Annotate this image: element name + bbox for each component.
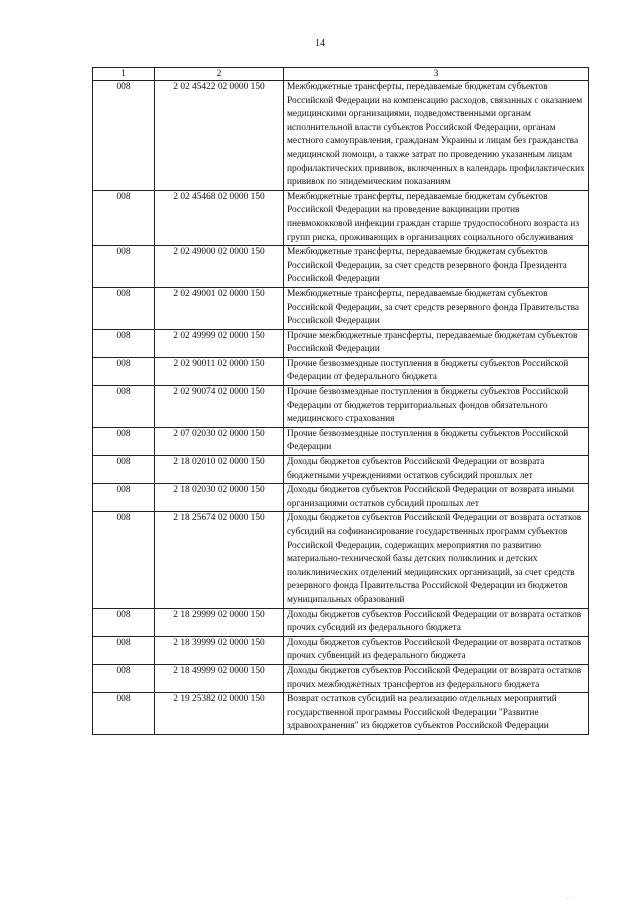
table-row bbox=[93, 636, 589, 664]
admin-code-cell: 008 bbox=[93, 427, 155, 455]
table-row bbox=[93, 512, 589, 608]
budget-code-cell: 2 19 25382 02 0000 150 bbox=[155, 693, 284, 735]
budget-code-cell: 2 18 49999 02 0000 150 bbox=[155, 664, 284, 692]
income-name-cell: Доходы бюджетов субъектов Российской Федерации от возврата иными организациями остатков субсидий прошлых лет bbox=[284, 484, 589, 512]
page-number: 14 bbox=[315, 38, 325, 49]
budget-code-cell: 2 02 49999 02 0000 150 bbox=[155, 329, 284, 357]
budget-code-cell: 2 18 29999 02 0000 150 bbox=[155, 608, 284, 636]
table-row bbox=[93, 427, 589, 455]
table-row bbox=[93, 664, 589, 692]
table-row bbox=[93, 357, 589, 385]
table-row bbox=[93, 484, 589, 512]
table-body bbox=[93, 81, 589, 735]
column-header-code: 2 bbox=[155, 68, 284, 81]
scan-mark: · · bbox=[566, 896, 572, 902]
budget-code-cell: 2 02 45422 02 0000 150 bbox=[155, 81, 284, 191]
admin-code-cell: 008 bbox=[93, 693, 155, 735]
budget-code-cell: 2 07 02030 02 0000 150 bbox=[155, 427, 284, 455]
admin-code-cell: 008 bbox=[93, 664, 155, 692]
budget-code-cell: 2 18 02010 02 0000 150 bbox=[155, 456, 284, 484]
column-header-name: 3 bbox=[284, 68, 589, 81]
income-name-cell: Прочие межбюджетные трансферты, передаваемые бюджетам субъектов Российской Федерации bbox=[284, 329, 589, 357]
income-name-cell: Межбюджетные трансферты, передаваемые бюджетам субъектов Российской Федерации на компенсацию расходов, связанных с оказанием медицинскими организациями, подведомственными органам исполнительной власти субъектов Российской Федерации, органам местного самоуправления, гражданам Украины и лицам без гражданства медицинской помощи, а также затрат по проведению указанным лицам профилактических прививок, включенных в календарь профилактических прививок по эпидемическим показаниям bbox=[284, 81, 589, 191]
table-row bbox=[93, 190, 589, 245]
table-header-row bbox=[93, 68, 589, 81]
table-row bbox=[93, 81, 589, 191]
budget-code-cell: 2 02 90074 02 0000 150 bbox=[155, 386, 284, 428]
admin-code-cell: 008 bbox=[93, 329, 155, 357]
admin-code-cell: 008 bbox=[93, 484, 155, 512]
admin-code-cell: 008 bbox=[93, 287, 155, 329]
admin-code-cell: 008 bbox=[93, 608, 155, 636]
budget-code-cell: 2 02 49000 02 0000 150 bbox=[155, 246, 284, 288]
table-row bbox=[93, 246, 589, 288]
table-row bbox=[93, 287, 589, 329]
income-name-cell: Возврат остатков субсидий на реализацию отдельных мероприятий государственной программы Российской Федерации "Развитие здравоохранения" из бюджетов субъектов Российской Федерации bbox=[284, 693, 589, 735]
budget-code-cell: 2 18 39999 02 0000 150 bbox=[155, 636, 284, 664]
budget-code-cell: 2 02 49001 02 0000 150 bbox=[155, 287, 284, 329]
admin-code-cell: 008 bbox=[93, 386, 155, 428]
table-row bbox=[93, 693, 589, 735]
income-name-cell: Доходы бюджетов субъектов Российской Федерации от возврата остатков прочих субсидий из федерального бюджета bbox=[284, 608, 589, 636]
income-name-cell: Доходы бюджетов субъектов Российской Федерации от возврата остатков прочих межбюджетных трансфертов из федерального бюджета bbox=[284, 664, 589, 692]
admin-code-cell: 008 bbox=[93, 636, 155, 664]
budget-classification-table bbox=[92, 67, 589, 735]
income-name-cell: Доходы бюджетов субъектов Российской Федерации от возврата остатков прочих субвенций из федерального бюджета bbox=[284, 636, 589, 664]
budget-code-cell: 2 02 45468 02 0000 150 bbox=[155, 190, 284, 245]
admin-code-cell: 008 bbox=[93, 190, 155, 245]
income-name-cell: Межбюджетные трансферты, передаваемые бюджетам субъектов Российской Федерации на проведение вакцинации против пневмококковой инфекции граждан старше трудоспособного возраста из групп риска, проживающих в организациях социального обслуживания bbox=[284, 190, 589, 245]
budget-code-cell: 2 02 90011 02 0000 150 bbox=[155, 357, 284, 385]
table-row bbox=[93, 456, 589, 484]
income-name-cell: Прочие безвозмездные поступления в бюджеты субъектов Российской Федерации bbox=[284, 427, 589, 455]
income-name-cell: Доходы бюджетов субъектов Российской Федерации от возврата бюджетными учреждениями остатков субсидий прошлых лет bbox=[284, 456, 589, 484]
income-name-cell: Прочие безвозмездные поступления в бюджеты субъектов Российской Федерации от федерального бюджета bbox=[284, 357, 589, 385]
income-name-cell: Межбюджетные трансферты, передаваемые бюджетам субъектов Российской Федерации, за счет средств резервного фонда Правительства Российской Федерации bbox=[284, 287, 589, 329]
income-name-cell: Прочие безвозмездные поступления в бюджеты субъектов Российской Федерации от бюджетов территориальных фондов обязательного медицинского страхования bbox=[284, 386, 589, 428]
admin-code-cell: 008 bbox=[93, 246, 155, 288]
table-row bbox=[93, 386, 589, 428]
admin-code-cell: 008 bbox=[93, 357, 155, 385]
admin-code-cell: 008 bbox=[93, 512, 155, 608]
column-header-admin: 1 bbox=[93, 68, 155, 81]
income-name-cell: Доходы бюджетов субъектов Российской Федерации от возврата остатков субсидий на софинансирование государственных программ субъектов Российской Федерации, содержащих мероприятия по развитию материально-технической базы детских поликлиник и детских поликлинических отделений медицинских организаций, за счет средств резервного фонда Правительства Российской Федерации из бюджетов муниципальных образований bbox=[284, 512, 589, 608]
admin-code-cell: 008 bbox=[93, 81, 155, 191]
budget-code-cell: 2 18 02030 02 0000 150 bbox=[155, 484, 284, 512]
table-row bbox=[93, 329, 589, 357]
income-name-cell: Межбюджетные трансферты, передаваемые бюджетам субъектов Российской Федерации, за счет средств резервного фонда Президента Российской Федерации bbox=[284, 246, 589, 288]
table-row bbox=[93, 608, 589, 636]
budget-code-cell: 2 18 25674 02 0000 150 bbox=[155, 512, 284, 608]
admin-code-cell: 008 bbox=[93, 456, 155, 484]
